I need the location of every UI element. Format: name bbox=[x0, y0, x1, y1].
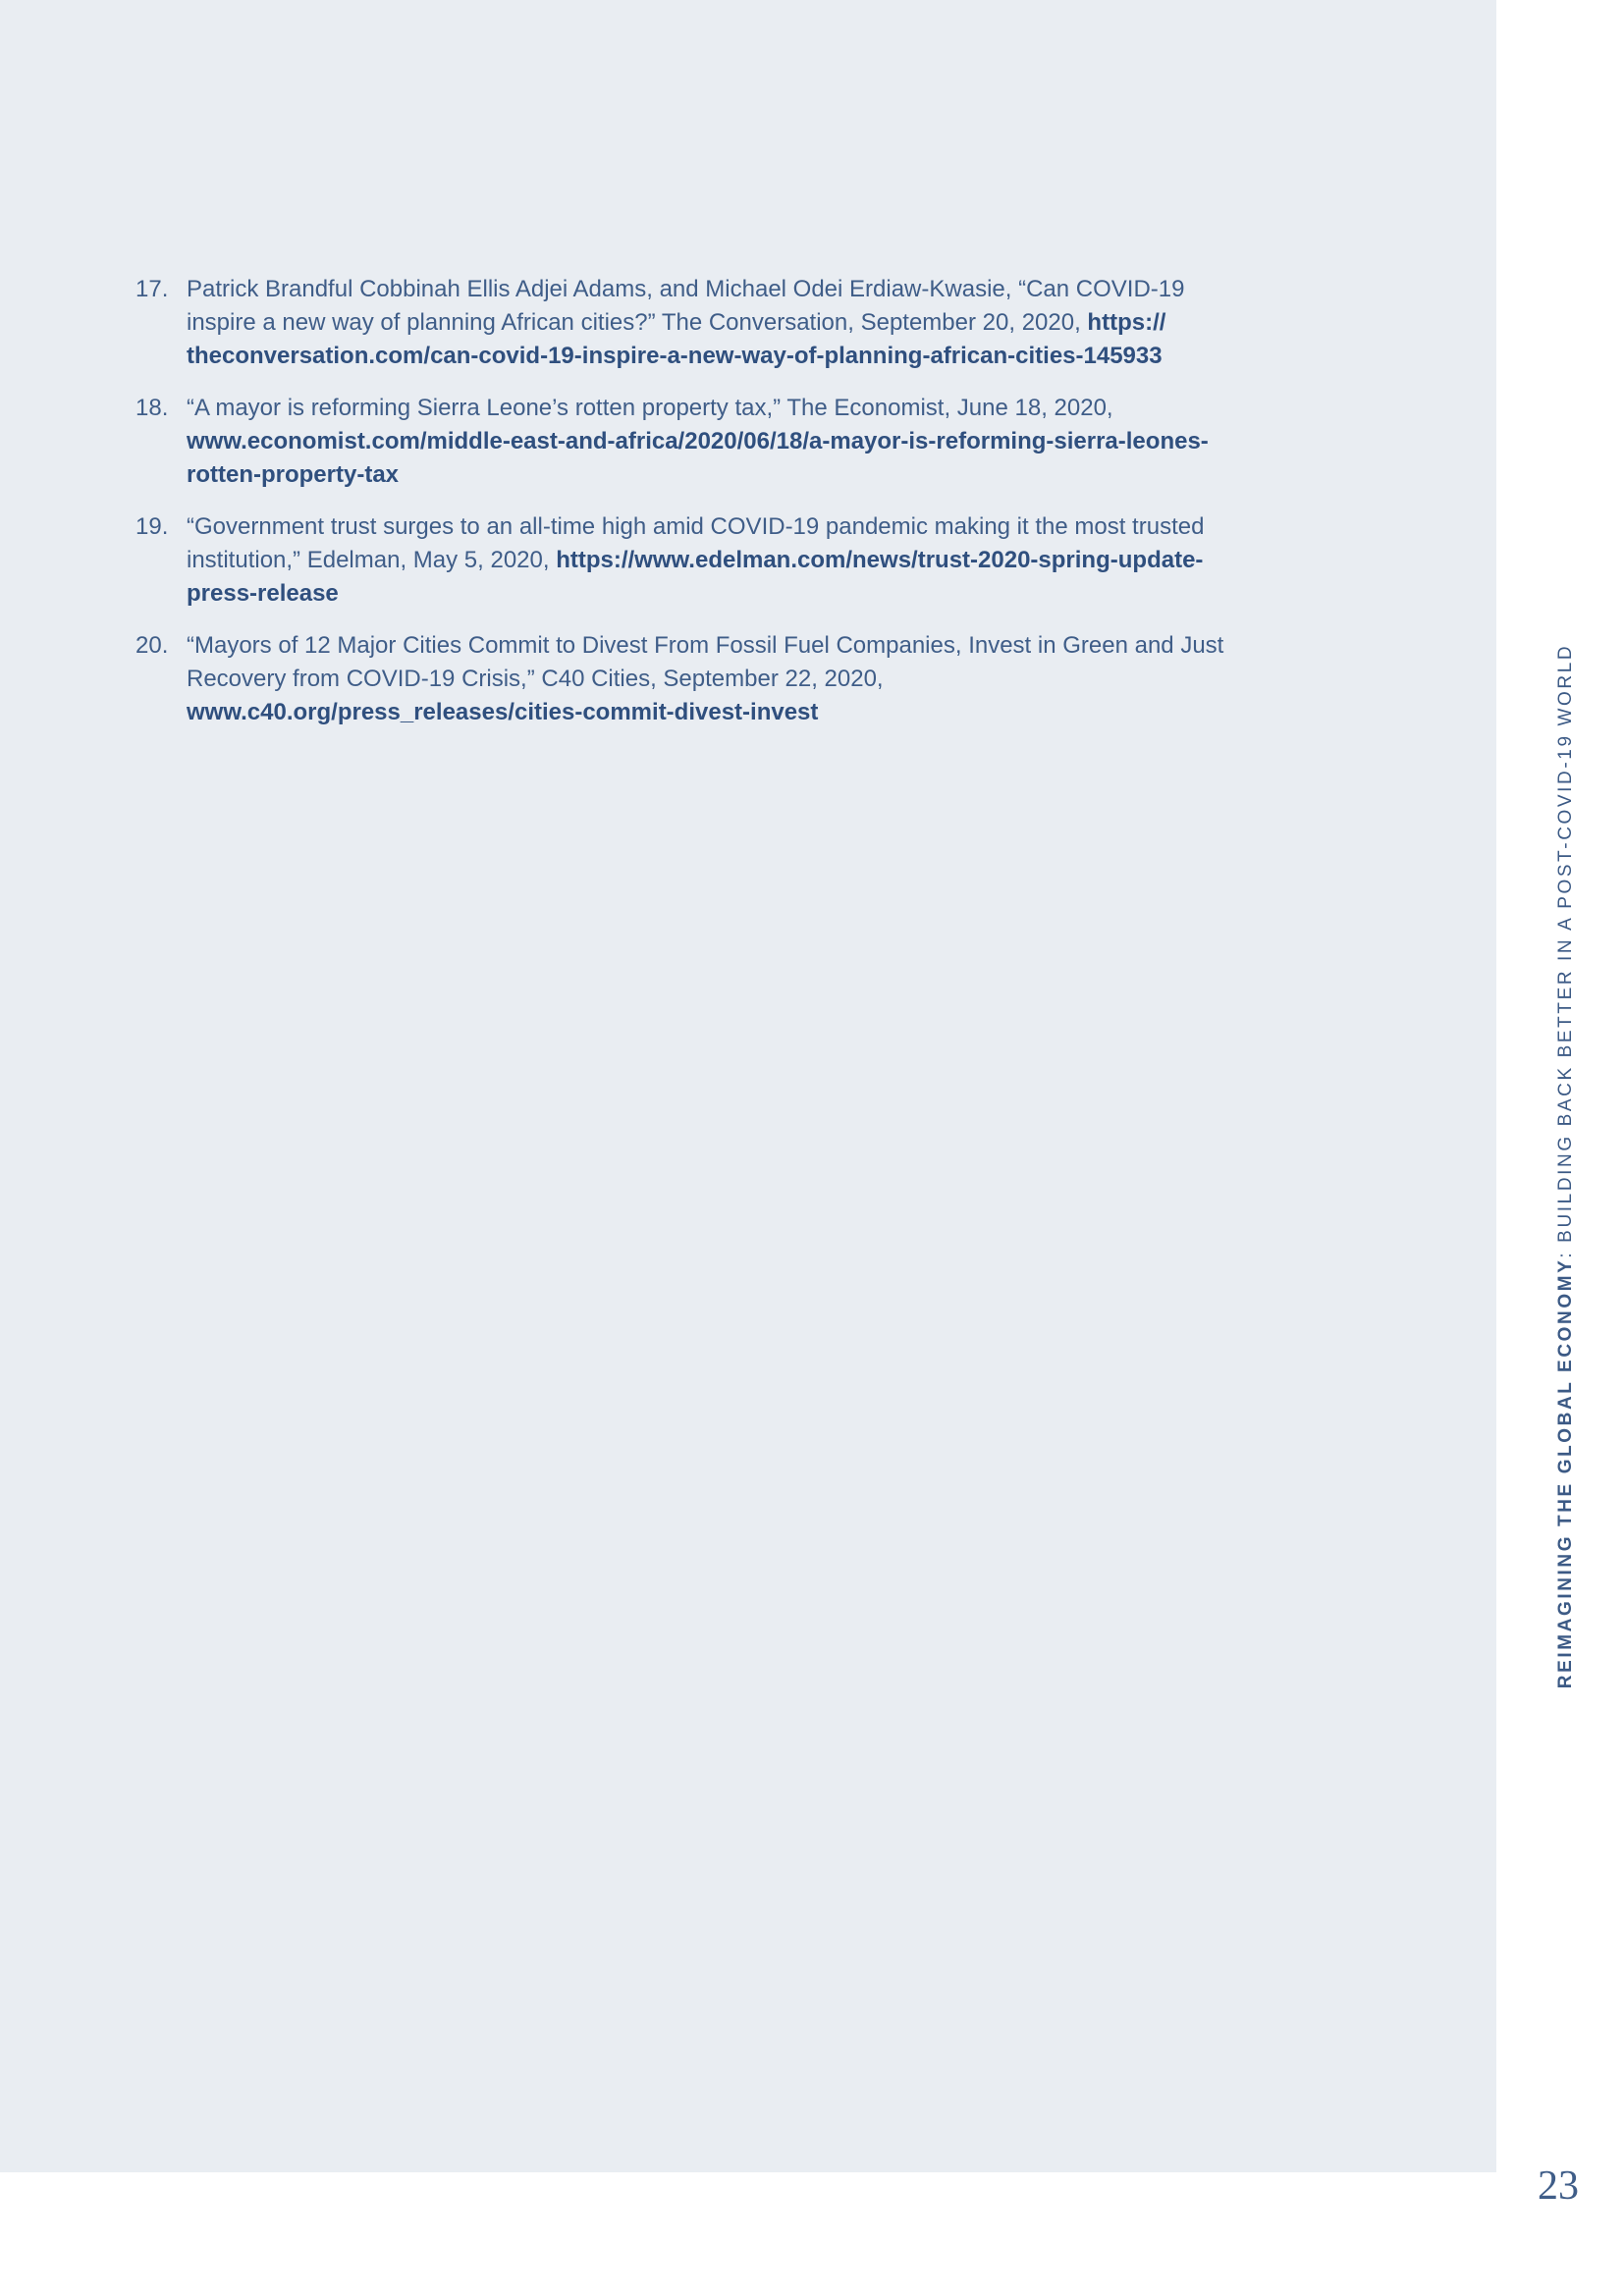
running-head-title: REIMAGINING THE GLOBAL ECONOMY bbox=[1555, 1257, 1576, 1689]
endnote-text: “Mayors of 12 Major Cities Commit to Divest From Fossil Fuel Companies, Invest in Green and Just bbox=[187, 632, 1224, 659]
endnote-text: “Government trust surges to an all-time high amid COVID-19 pandemic making it the most trusted bbox=[187, 513, 1205, 540]
endnote-17 bbox=[135, 273, 1343, 373]
endnote-text: “A mayor is reforming Sierra Leone’s rotten property tax,” The Economist, June 18, 2020, bbox=[187, 395, 1113, 421]
endnote-link[interactable]: https:// bbox=[1087, 309, 1166, 336]
endnotes-list bbox=[135, 273, 1343, 748]
endnote-number: 17. bbox=[135, 276, 169, 302]
endnote-link[interactable]: press-release bbox=[187, 580, 339, 607]
endnote-18 bbox=[135, 392, 1343, 492]
endnote-link[interactable]: rotten-property-tax bbox=[187, 461, 400, 488]
endnote-text: inspire a new way of planning African cities?” The Conversation, September 20, 2020, bbox=[187, 309, 1088, 336]
endnote-text: Recovery from COVID-19 Crisis,” C40 Cities, September 22, 2020, bbox=[187, 666, 884, 692]
endnote-20 bbox=[135, 629, 1343, 729]
endnote-text: Patrick Brandful Cobbinah Ellis Adjei Adams, and Michael Odei Erdiaw-Kwasie, “Can COVID-19 bbox=[187, 276, 1185, 302]
endnote-19 bbox=[135, 510, 1343, 611]
endnote-link[interactable]: www.economist.com/middle-east-and-africa/2020/06/18/a-mayor-is-reforming-sierra-leones- bbox=[187, 428, 1209, 454]
endnote-number: 20. bbox=[135, 632, 169, 659]
endnote-link[interactable]: https://www.edelman.com/news/trust-2020-spring-update- bbox=[556, 547, 1204, 573]
page-number: 23 bbox=[1538, 2163, 1579, 2209]
endnote-link[interactable]: theconversation.com/can-covid-19-inspire-a-new-way-of-planning-african-cities-145933 bbox=[187, 343, 1163, 369]
endnote-number: 19. bbox=[135, 513, 169, 540]
running-head-subtitle: : BUILDING BACK BETTER IN A POST-COVID-19 WORLD bbox=[1555, 643, 1576, 1258]
running-head bbox=[1555, 644, 1577, 1688]
endnote-number: 18. bbox=[135, 395, 169, 421]
endnote-link[interactable]: www.c40.org/press_releases/cities-commit-divest-invest bbox=[187, 699, 819, 725]
endnote-text: institution,” Edelman, May 5, 2020, bbox=[187, 547, 557, 573]
